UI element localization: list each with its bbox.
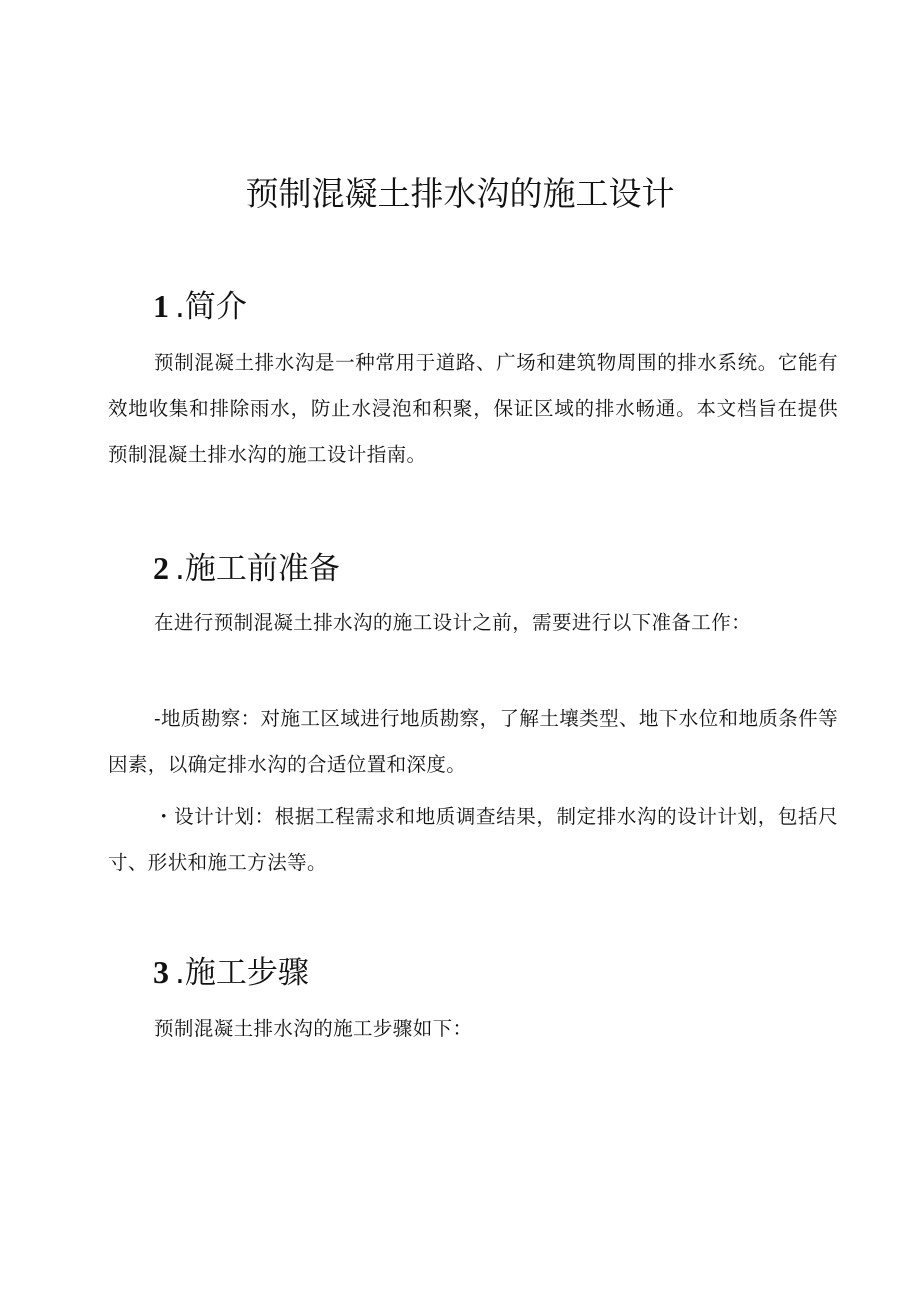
paragraph-construction-steps-intro: 预制混凝土排水沟的施工步骤如下： xyxy=(154,1017,473,1040)
section-heading-construction-steps xyxy=(153,952,309,993)
document-title: 预制混凝土排水沟的施工设计 xyxy=(245,174,675,213)
section-title: .施工前准备 xyxy=(175,551,340,587)
list-item-geological-survey: -地质勘察：对施工区域进行地质勘察，了解土壤类型、地下水位和地质条件等因素，以确定排水沟的合适位置和深度。 xyxy=(108,707,838,776)
section-heading-preparation xyxy=(153,548,340,589)
paragraph-preparation-intro: 在进行预制混凝土排水沟的施工设计之前，需要进行以下准备工作： xyxy=(154,611,752,634)
paragraph-intro: 预制混凝土排水沟是一种常用于道路、广场和建筑物周围的排水系统。它能有效地收集和排除雨水，防止水浸泡和积聚，保证区域的排水畅通。本文档旨在提供预制混凝土排水沟的施工设计指南。 xyxy=(108,351,838,466)
section-heading-intro xyxy=(153,286,247,327)
section-number: 1 xyxy=(153,288,169,324)
section-title: .施工步骤 xyxy=(175,955,309,991)
list-item-design-plan: ・设计计划：根据工程需求和地质调查结果，制定排水沟的设计计划，包括尺寸、形状和施工方法等。 xyxy=(108,805,838,874)
section-number: 2 xyxy=(153,550,169,586)
section-number: 3 xyxy=(153,954,169,990)
section-title: .简介 xyxy=(175,289,247,325)
